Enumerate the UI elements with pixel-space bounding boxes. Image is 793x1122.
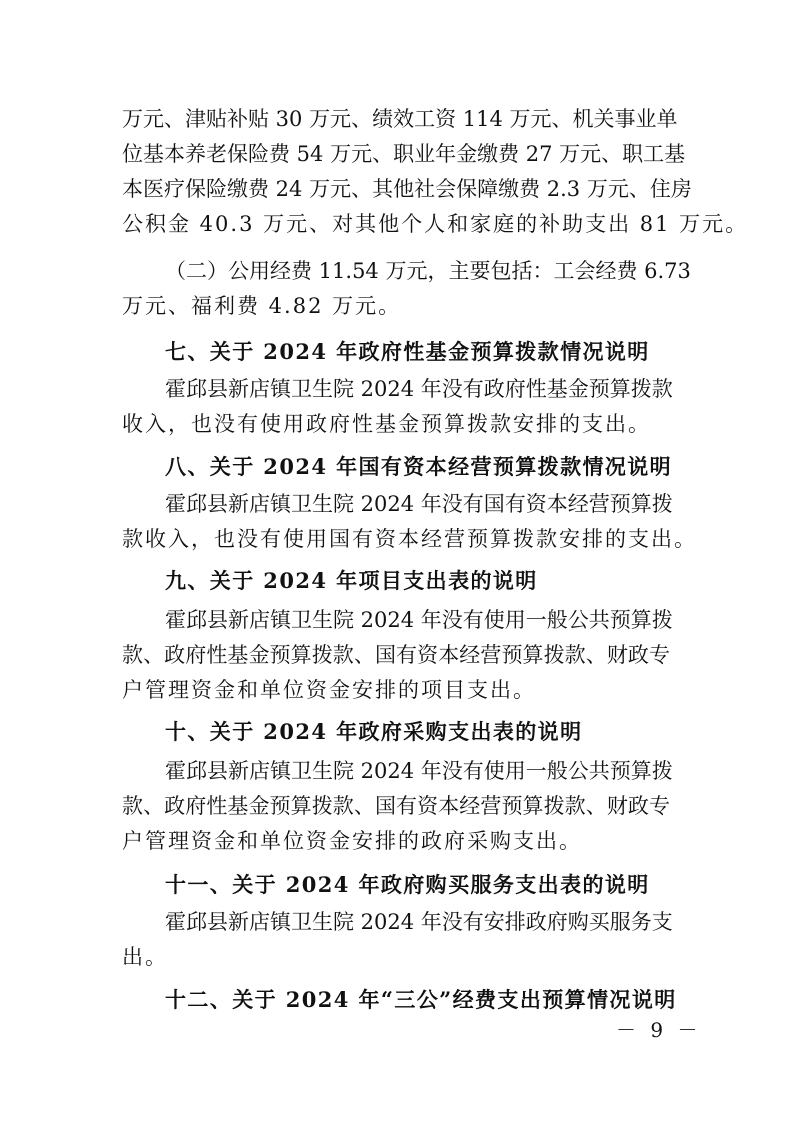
body-text-line: 本医疗保险缴费 24 万元、其他社会保障缴费 2.3 万元、住房 (122, 177, 692, 201)
body-text-line: 款、政府性基金预算拨款、国有资本经营预算拨款、财政专 (122, 794, 670, 818)
paragraph-line: 霍邱县新店镇卫生院 2024 年没有安排政府购买服务支 (165, 910, 673, 934)
paragraph-line: 霍邱县新店镇卫生院 2024 年没有国有资本经营预算拨 (165, 492, 673, 516)
body-text-line: 万元、福利费 4.82 万元。 (122, 294, 402, 318)
section-heading-10: 十、关于 2024 年政府采购支出表的说明 (165, 719, 583, 744)
section-heading-12: 十二、关于 2024 年“三公”经费支出预算情况说明 (165, 987, 677, 1012)
body-text-line: 款收入，也没有使用国有资本经营预算拨款安排的支出。 (122, 527, 697, 551)
paragraph-line: （二）公用经费 11.54 万元，主要包括：工会经费 6.73 (165, 259, 691, 283)
section-heading-9: 九、关于 2024 年项目支出表的说明 (165, 568, 538, 593)
paragraph-line: 霍邱县新店镇卫生院 2024 年没有使用一般公共预算拨 (165, 759, 673, 783)
paragraph-line: 霍邱县新店镇卫生院 2024 年没有政府性基金预算拨款 (165, 377, 673, 401)
body-text-line: 款、政府性基金预算拨款、国有资本经营预算拨款、财政专 (122, 643, 670, 667)
page-number: － 9 － (616, 1018, 702, 1042)
section-heading-7: 七、关于 2024 年政府性基金预算拨款情况说明 (165, 339, 650, 364)
body-text-line: 出。 (122, 945, 168, 969)
body-text-line: 位基本养老保险费 54 万元、职业年金缴费 27 万元、职工基 (122, 142, 686, 166)
body-text-line: 公积金 40.3 万元、对其他个人和家庭的补助支出 81 万元。 (122, 212, 749, 236)
section-heading-11: 十一、关于 2024 年政府购买服务支出表的说明 (165, 872, 650, 897)
body-text-line: 收入，也没有使用政府性基金预算拨款安排的支出。 (122, 412, 651, 436)
section-heading-8: 八、关于 2024 年国有资本经营预算拨款情况说明 (165, 454, 673, 479)
body-text-line: 万元、津贴补贴 30 万元、绩效工资 114 万元、机关事业单 (122, 107, 678, 131)
body-text-line: 户管理资金和单位资金安排的项目支出。 (122, 678, 536, 702)
body-text-line: 户管理资金和单位资金安排的政府采购支出。 (122, 829, 582, 853)
paragraph-line: 霍邱县新店镇卫生院 2024 年没有使用一般公共预算拨 (165, 608, 673, 632)
